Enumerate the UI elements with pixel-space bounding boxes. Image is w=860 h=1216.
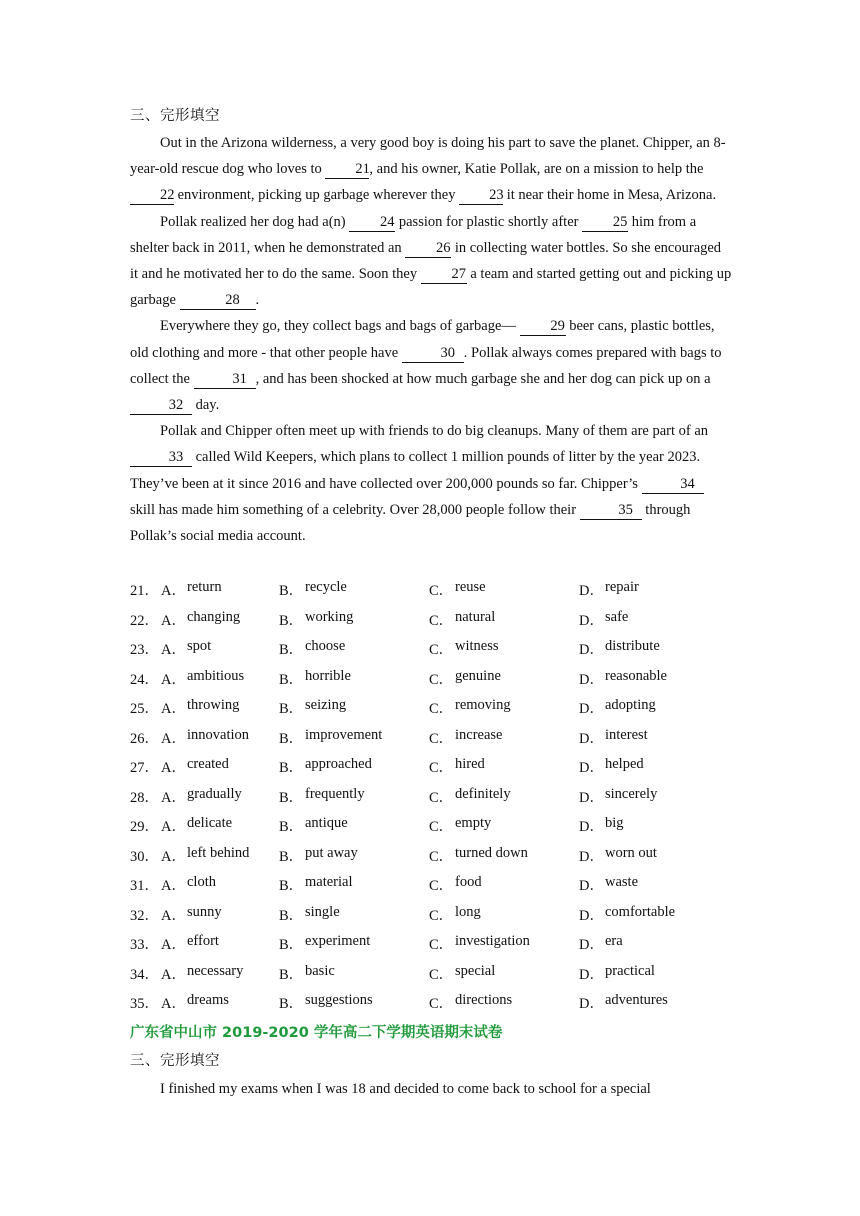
- option-text: experiment: [305, 933, 371, 950]
- blank-21: 21: [325, 161, 369, 179]
- option-letter: C．: [429, 642, 454, 659]
- answer-option: [429, 609, 579, 630]
- passage-text: .: [255, 292, 260, 309]
- question-row: [130, 575, 730, 605]
- question-row: [130, 959, 730, 989]
- option-text: distribute: [605, 638, 660, 655]
- option-letter: C．: [429, 966, 454, 983]
- passage-text: it near their home in Mesa, Arizona.: [503, 187, 717, 204]
- answer-option: [279, 579, 429, 600]
- passage-text: called Wild Keepers, which plans to collect 1 million pounds of litter by the year 2023. They’ve been at it since 2016 and have collected over 200,000 pounds so far. Chipper’s: [130, 449, 701, 492]
- answer-option: [279, 963, 429, 984]
- option-letter: B．: [279, 848, 304, 865]
- option-letter: C．: [429, 819, 454, 836]
- question-number: 28．: [130, 789, 159, 806]
- question-row: [130, 634, 730, 664]
- answer-option: [429, 845, 579, 866]
- option-letter: D．: [579, 583, 604, 600]
- option-text: basic: [305, 962, 335, 979]
- option-letter: B．: [279, 907, 304, 924]
- option-letter: A．: [161, 760, 186, 777]
- option-letter: D．: [579, 937, 604, 954]
- option-letter: B．: [279, 819, 304, 836]
- answer-option: [579, 933, 729, 954]
- blank-27: 27: [421, 266, 467, 284]
- passage-text: skill has made him something of a celebrity. Over 28,000 people follow their: [130, 501, 580, 518]
- question-number: 34．: [130, 966, 159, 983]
- option-text: helped: [605, 756, 644, 773]
- option-letter: A．: [161, 937, 186, 954]
- answer-option: [429, 668, 579, 689]
- passage-text: beer cans, plastic bottles, old clothing and more - that other people have: [130, 318, 715, 361]
- option-letter: D．: [579, 642, 604, 659]
- option-letter: A．: [161, 583, 186, 600]
- option-letter: C．: [429, 907, 454, 924]
- answer-option: [279, 727, 429, 748]
- answer-option: [579, 697, 729, 718]
- option-text: hired: [455, 756, 485, 773]
- answer-option: [279, 668, 429, 689]
- option-letter: D．: [579, 819, 604, 836]
- question-number: 25．: [130, 701, 159, 718]
- option-text: definitely: [455, 785, 511, 802]
- option-text: natural: [455, 608, 496, 625]
- option-text: empty: [455, 815, 492, 832]
- option-text: created: [187, 756, 229, 773]
- option-letter: D．: [579, 760, 604, 777]
- answer-option: [429, 963, 579, 984]
- question-number: 35．: [130, 996, 159, 1013]
- option-text: cloth: [187, 874, 216, 891]
- answer-option: [279, 756, 429, 777]
- passage-text: through Pollak’s social media account.: [130, 501, 691, 545]
- option-text: sunny: [187, 903, 222, 920]
- option-text: ambitious: [187, 667, 245, 684]
- question-row: [130, 782, 730, 812]
- option-letter: C．: [429, 730, 454, 747]
- option-letter: B．: [279, 937, 304, 954]
- section-heading: 三、完形填空: [130, 108, 220, 124]
- passage-text: , and his owner, Katie Pollak, are on a mission to help the: [369, 161, 704, 178]
- question-row: [130, 605, 730, 635]
- option-letter: C．: [429, 996, 454, 1013]
- option-letter: A．: [161, 642, 186, 659]
- option-letter: B．: [279, 789, 304, 806]
- option-text: single: [305, 903, 340, 920]
- option-text: suggestions: [305, 992, 373, 1009]
- option-letter: D．: [579, 701, 604, 718]
- answer-option: [429, 786, 579, 807]
- option-text: dreams: [187, 992, 229, 1009]
- option-text: material: [305, 874, 353, 891]
- option-letter: A．: [161, 612, 186, 629]
- option-text: reuse: [455, 579, 486, 596]
- option-text: reasonable: [605, 667, 667, 684]
- option-letter: B．: [279, 642, 304, 659]
- option-text: repair: [605, 579, 639, 596]
- option-letter: B．: [279, 612, 304, 629]
- passage-text: Out in the Arizona wilderness, a very good boy is doing his part to save the planet. Chipper, an 8-year-old rescue dog who loves to: [130, 135, 726, 178]
- answer-option: [161, 756, 279, 777]
- question-row: [130, 929, 730, 959]
- option-letter: A．: [161, 848, 186, 865]
- passage-text: Everywhere they go, they collect bags and bags of garbage—: [160, 318, 520, 335]
- answer-option: [429, 727, 579, 748]
- option-letter: B．: [279, 966, 304, 983]
- answer-option: [279, 609, 429, 630]
- answer-option: [161, 638, 279, 659]
- option-letter: A．: [161, 789, 186, 806]
- passage-text: him from a shelter back in 2011, when he demonstrated an: [130, 213, 697, 256]
- option-letter: A．: [161, 730, 186, 747]
- next-passage: [130, 1076, 732, 1102]
- option-text: choose: [305, 638, 346, 655]
- blank-23: 23: [459, 187, 503, 205]
- question-row: [130, 811, 730, 841]
- passage-paragraph: [130, 313, 732, 418]
- passage-text: Pollak realized her dog had a(n): [160, 213, 350, 230]
- answer-option: [579, 845, 729, 866]
- passage-text: Pollak and Chipper often meet up with friends to do big cleanups. Many of them are part of an: [160, 423, 709, 440]
- option-letter: A．: [161, 907, 186, 924]
- blank-35: 35: [580, 502, 642, 520]
- option-letter: A．: [161, 966, 186, 983]
- answer-option: [279, 845, 429, 866]
- answer-option: [279, 904, 429, 925]
- answer-option: [429, 992, 579, 1013]
- option-letter: B．: [279, 760, 304, 777]
- option-text: sincerely: [605, 785, 658, 802]
- answer-option: [429, 904, 579, 925]
- option-text: horrible: [305, 667, 351, 684]
- option-letter: C．: [429, 612, 454, 629]
- option-letter: C．: [429, 671, 454, 688]
- option-text: practical: [605, 962, 655, 979]
- option-text: throwing: [187, 697, 240, 714]
- question-row: [130, 988, 730, 1018]
- option-letter: D．: [579, 848, 604, 865]
- option-text: delicate: [187, 815, 233, 832]
- option-letter: B．: [279, 701, 304, 718]
- answer-option: [161, 727, 279, 748]
- question-number: 27．: [130, 760, 159, 777]
- question-row: [130, 900, 730, 930]
- option-text: effort: [187, 933, 219, 950]
- question-number: 33．: [130, 937, 159, 954]
- answer-option: [579, 756, 729, 777]
- answer-option: [161, 579, 279, 600]
- option-text: increase: [455, 726, 503, 743]
- option-text: removing: [455, 697, 511, 714]
- answer-option: [161, 963, 279, 984]
- blank-31: 31: [194, 371, 256, 389]
- option-text: turned down: [455, 844, 528, 861]
- option-letter: C．: [429, 878, 454, 895]
- option-text: investigation: [455, 933, 530, 950]
- option-letter: A．: [161, 996, 186, 1013]
- option-letter: D．: [579, 966, 604, 983]
- next-passage-text: I finished my exams when I was 18 and decided to come back to school for a special: [160, 1081, 651, 1097]
- passage-paragraph: [130, 130, 732, 209]
- answer-option: [429, 815, 579, 836]
- option-letter: C．: [429, 583, 454, 600]
- option-text: special: [455, 962, 496, 979]
- passage-text: environment, picking up garbage wherever they: [174, 187, 460, 204]
- option-text: seizing: [305, 697, 347, 714]
- option-text: safe: [605, 608, 629, 625]
- blank-29: 29: [520, 318, 566, 336]
- question-number: 29．: [130, 819, 159, 836]
- answer-option: [279, 786, 429, 807]
- blank-34: 34: [642, 476, 704, 494]
- option-text: antique: [305, 815, 348, 832]
- option-text: innovation: [187, 726, 250, 743]
- option-text: interest: [605, 726, 648, 743]
- passage-text: day.: [192, 397, 220, 414]
- answer-option: [161, 609, 279, 630]
- option-letter: B．: [279, 996, 304, 1013]
- question-number: 30．: [130, 848, 159, 865]
- blank-28: 28: [180, 292, 256, 310]
- answer-option: [579, 904, 729, 925]
- answer-option: [279, 815, 429, 836]
- question-row: [130, 752, 730, 782]
- option-text: witness: [455, 638, 499, 655]
- option-letter: A．: [161, 701, 186, 718]
- answer-option: [161, 668, 279, 689]
- option-letter: B．: [279, 730, 304, 747]
- answer-option: [429, 756, 579, 777]
- option-text: adopting: [605, 697, 656, 714]
- blank-24: 24: [349, 214, 395, 232]
- question-row: [130, 693, 730, 723]
- question-number: 24．: [130, 671, 159, 688]
- answer-option: [161, 904, 279, 925]
- answer-option: [429, 933, 579, 954]
- answer-option: [161, 845, 279, 866]
- passage-text: passion for plastic shortly after: [395, 213, 583, 230]
- answer-option: [579, 727, 729, 748]
- answer-option: [161, 697, 279, 718]
- option-text: put away: [305, 844, 358, 861]
- blank-22: 22: [130, 187, 174, 205]
- option-letter: B．: [279, 671, 304, 688]
- option-letter: B．: [279, 878, 304, 895]
- option-text: working: [305, 608, 354, 625]
- option-letter: D．: [579, 671, 604, 688]
- question-number: 32．: [130, 907, 159, 924]
- question-number: 31．: [130, 878, 159, 895]
- answer-option: [161, 933, 279, 954]
- answer-option: [279, 874, 429, 895]
- next-section-heading: 三、完形填空: [130, 1053, 220, 1069]
- answer-option: [429, 697, 579, 718]
- option-text: directions: [455, 992, 513, 1009]
- answer-option: [279, 638, 429, 659]
- question-number: 26．: [130, 730, 159, 747]
- answer-option: [429, 638, 579, 659]
- answer-option: [429, 579, 579, 600]
- answer-option: [279, 992, 429, 1013]
- passage-text: a team and started getting out and picking up garbage: [130, 266, 732, 309]
- option-text: big: [605, 815, 624, 832]
- answer-option: [579, 638, 729, 659]
- option-letter: D．: [579, 878, 604, 895]
- option-text: return: [187, 579, 222, 596]
- option-letter: D．: [579, 789, 604, 806]
- passage-text: , and has been shocked at how much garbage she and her dog can pick up on a: [255, 370, 711, 387]
- question-row: [130, 664, 730, 694]
- passage-text: . Pollak always comes prepared with bags to collect the: [130, 344, 722, 387]
- option-text: era: [605, 933, 623, 950]
- answer-option: [161, 874, 279, 895]
- option-letter: C．: [429, 848, 454, 865]
- option-text: changing: [187, 608, 241, 625]
- question-number: 23．: [130, 642, 159, 659]
- passage-text: in collecting water bottles. So she encouraged it and he motivated her to do the same. Soon they: [130, 239, 722, 283]
- option-text: spot: [187, 638, 212, 655]
- answer-option: [579, 963, 729, 984]
- option-text: left behind: [187, 844, 250, 861]
- answer-option: [161, 992, 279, 1013]
- option-letter: B．: [279, 583, 304, 600]
- answer-option: [279, 697, 429, 718]
- option-letter: C．: [429, 789, 454, 806]
- option-text: genuine: [455, 667, 501, 684]
- answer-options: [130, 575, 730, 1018]
- answer-option: [579, 668, 729, 689]
- option-text: adventures: [605, 992, 668, 1009]
- option-letter: A．: [161, 878, 186, 895]
- option-letter: D．: [579, 730, 604, 747]
- option-text: comfortable: [605, 903, 676, 920]
- answer-option: [579, 609, 729, 630]
- blank-25: 25: [582, 214, 628, 232]
- option-letter: D．: [579, 996, 604, 1013]
- blank-32: 32: [130, 397, 192, 415]
- passage-paragraph: [130, 418, 732, 549]
- option-text: worn out: [605, 844, 657, 861]
- source-title: 广东省中山市 2019-2020 学年高二下学期英语期末试卷: [130, 1025, 503, 1041]
- option-text: waste: [605, 874, 639, 891]
- question-number: 21．: [130, 583, 159, 600]
- question-row: [130, 870, 730, 900]
- answer-option: [279, 933, 429, 954]
- answer-option: [579, 815, 729, 836]
- option-letter: A．: [161, 819, 186, 836]
- answer-option: [429, 874, 579, 895]
- passage-paragraph: [130, 209, 732, 314]
- option-letter: C．: [429, 701, 454, 718]
- answer-option: [579, 992, 729, 1013]
- option-text: improvement: [305, 726, 383, 743]
- option-text: long: [455, 903, 481, 920]
- question-number: 22．: [130, 612, 159, 629]
- option-text: necessary: [187, 962, 244, 979]
- option-letter: A．: [161, 671, 186, 688]
- option-letter: D．: [579, 907, 604, 924]
- option-letter: D．: [579, 612, 604, 629]
- option-text: frequently: [305, 785, 365, 802]
- question-row: [130, 841, 730, 871]
- option-letter: C．: [429, 937, 454, 954]
- option-text: food: [455, 874, 482, 891]
- option-text: approached: [305, 756, 372, 773]
- answer-option: [579, 874, 729, 895]
- option-text: gradually: [187, 785, 242, 802]
- option-letter: C．: [429, 760, 454, 777]
- passage: [130, 130, 732, 549]
- option-text: recycle: [305, 579, 347, 596]
- answer-option: [579, 786, 729, 807]
- answer-option: [161, 815, 279, 836]
- answer-option: [579, 579, 729, 600]
- blank-30: 30: [402, 345, 464, 363]
- blank-26: 26: [405, 240, 451, 258]
- blank-33: 33: [130, 449, 192, 467]
- question-row: [130, 723, 730, 753]
- answer-option: [161, 786, 279, 807]
